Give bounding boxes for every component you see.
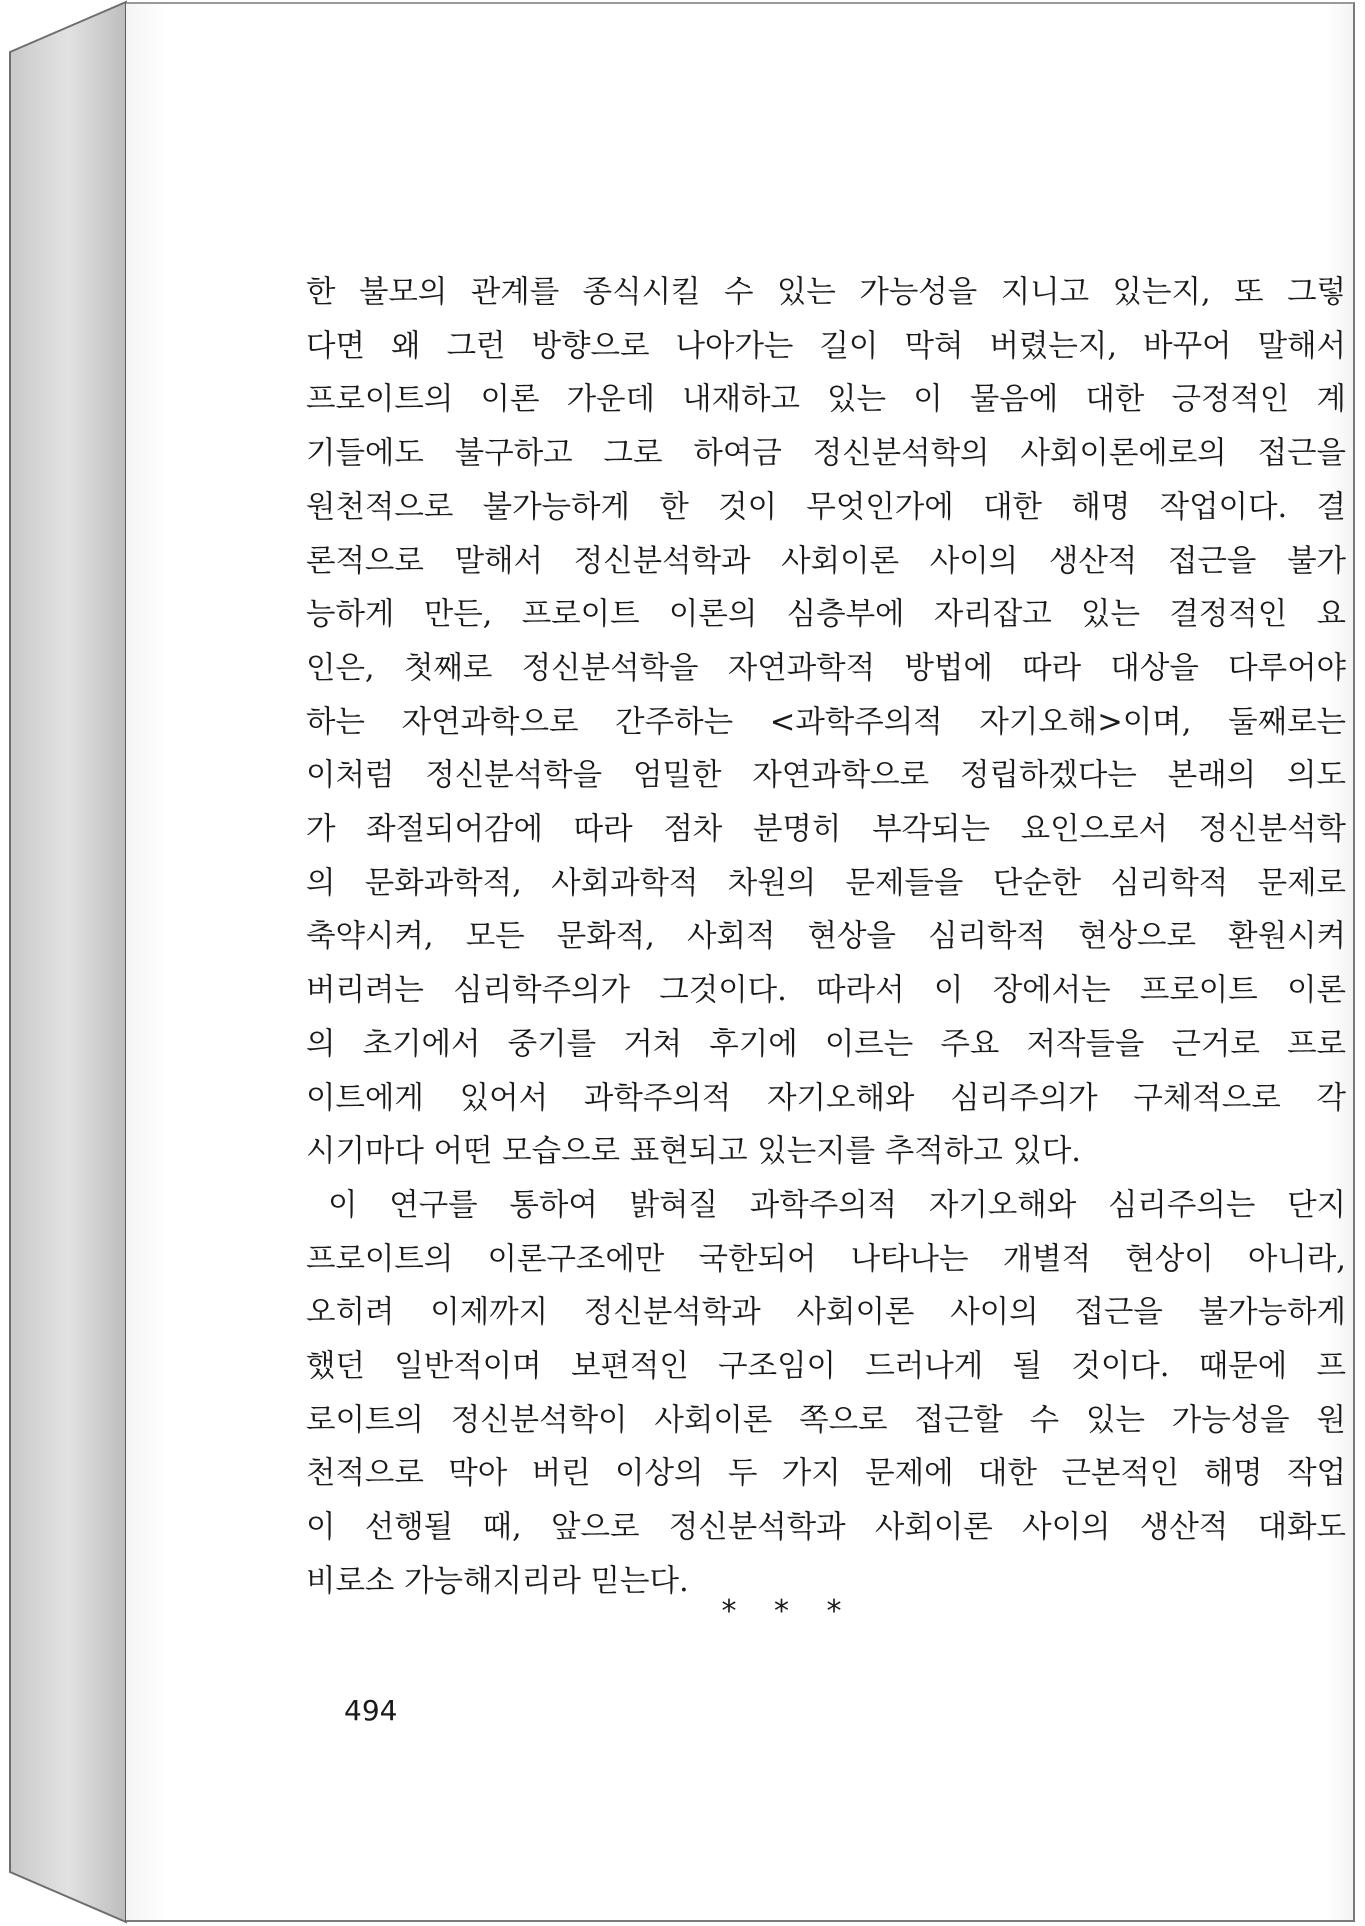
text-line: 의 초기에서 중기를 거쳐 후기에 이르는 주요 저작들을 근거로 프로 <box>306 1026 1346 1062</box>
text-line: 원천적으로 불가능하게 한 것이 무엇인가에 대한 해명 작업이다. 결 <box>306 489 1346 525</box>
text-line: 프로이트의 이론구조에만 국한되어 나타나는 개별적 현상이 아니라, <box>306 1241 1346 1277</box>
body-text <box>306 266 1346 1609</box>
text-line: 이처럼 정신분석학을 엄밀한 자연과학으로 정립하겠다는 본래의 의도 <box>306 758 1346 794</box>
text-line: 축약시켜, 모든 문화적, 사회적 현상을 심리학적 현상으로 환원시켜 <box>306 919 1346 955</box>
book-page <box>126 2 1355 1922</box>
text-line: 의 문화과학적, 사회과학적 차원의 문제들을 단순한 심리학적 문제로 <box>306 865 1346 901</box>
section-break: * * * <box>721 1594 856 1629</box>
text-line: 천적으로 막아 버린 이상의 두 가지 문제에 대한 근본적인 해명 작업 <box>306 1456 1346 1492</box>
text-line: 프로이트의 이론 가운데 내재하고 있는 이 물음에 대한 긍정적인 계 <box>306 382 1346 418</box>
text-line: 이트에게 있어서 과학주의적 자기오해와 심리주의가 구체적으로 각 <box>306 1080 1346 1116</box>
paragraph-2 <box>306 1179 1346 1609</box>
text-line: 인은, 첫째로 정신분석학을 자연과학적 방법에 따라 대상을 다루어야 <box>306 650 1346 686</box>
text-line: 하는 자연과학으로 간주하는 <과학주의적 자기오해>이며, 둘째로는 <box>306 704 1346 740</box>
text-line: 가 좌절되어감에 따라 점차 분명히 부각되는 요인으로서 정신분석학 <box>306 812 1346 848</box>
text-line: 버리려는 심리학주의가 그것이다. 따라서 이 장에서는 프로이트 이론 <box>306 973 1346 1009</box>
text-line: 로이트의 정신분석학이 사회이론 쪽으로 접근할 수 있는 가능성을 원 <box>306 1402 1346 1438</box>
text-line: 이 연구를 통하여 밝혀질 과학주의적 자기오해와 심리주의는 단지 <box>328 1187 1346 1223</box>
text-line: 했던 일반적이며 보편적인 구조임이 드러나게 될 것이다. 때문에 프 <box>306 1349 1346 1385</box>
text-line: 기들에도 불구하고 그로 하여금 정신분석학의 사회이론에로의 접근을 <box>306 436 1346 472</box>
text-line: 다면 왜 그런 방향으로 나아가는 길이 막혀 버렸는지, 바꾸어 말해서 <box>306 328 1346 364</box>
text-line: 이 선행될 때, 앞으로 정신분석학과 사회이론 사이의 생산적 대화도 <box>306 1510 1346 1546</box>
text-line: 오히려 이제까지 정신분석학과 사회이론 사이의 접근을 불가능하게 <box>306 1295 1346 1331</box>
text-line: 능하게 만든, 프로이트 이론의 심층부에 자리잡고 있는 결정적인 요 <box>306 597 1346 633</box>
page-number: 494 <box>344 1694 398 1727</box>
text-line: 한 불모의 관계를 종식시킬 수 있는 가능성을 지니고 있는지, 또 그렇 <box>306 275 1346 310</box>
paragraph-1 <box>306 266 1346 1179</box>
text-line: 비로소 가능해지리라 믿는다. <box>306 1563 689 1599</box>
text-line: 론적으로 말해서 정신분석학과 사회이론 사이의 생산적 접근을 불가 <box>306 543 1346 579</box>
text-line: 시기마다 어떤 모습으로 표현되고 있는지를 추적하고 있다. <box>306 1134 1081 1170</box>
